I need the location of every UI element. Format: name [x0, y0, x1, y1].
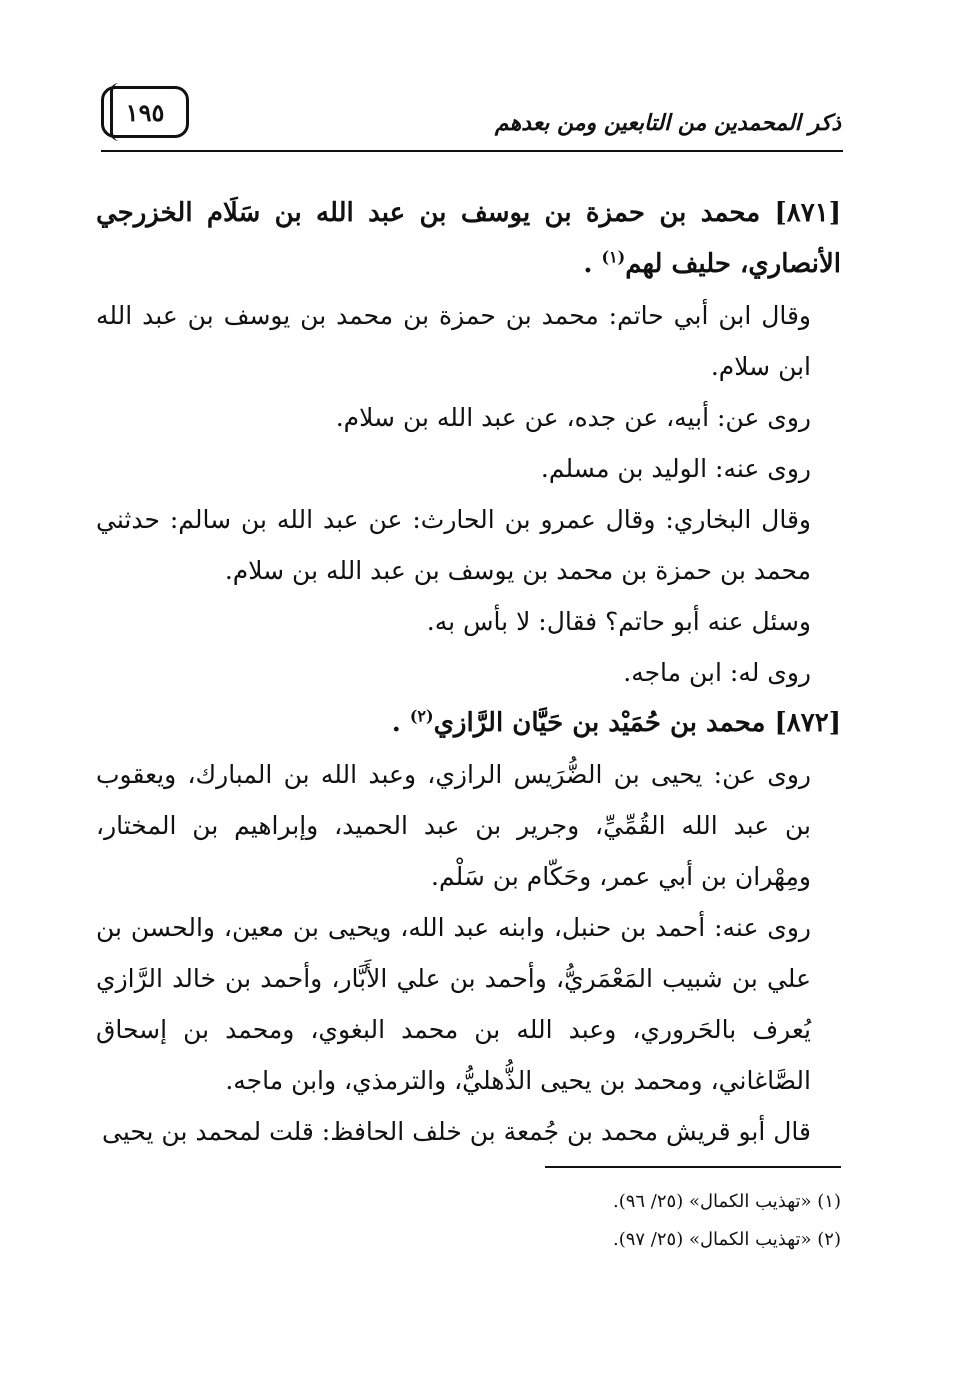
main-text	[96, 188, 841, 1157]
paragraph: روى عن: يحيى بن الضُّرَيس الرازي، وعبد الله بن المبارك، ويعقوب بن عبد الله القُمِّيِّ، وجرير بن عبد الحميد، وإبراهيم بن المختار، ومِهْران بن أبي عمر، وحَكّام بن سَلْم.	[96, 760, 811, 891]
entry-871-heading: [٨٧١] محمد بن حمزة بن يوسف بن عبد الله بن سَلَام الخزرجي الأنصاري، حليف لهم$^{(١)}$ .	[96, 198, 841, 279]
paragraph: روى عن: أبيه، عن جده، عن عبد الله بن سلام.	[335, 403, 811, 432]
paragraph: روى عنه: الوليد بن مسلم.	[540, 454, 811, 483]
footnotes	[613, 1183, 841, 1259]
paragraph: وقال البخاري: وقال عمرو بن الحارث: عن عبد الله بن سالم: حدثني محمد بن حمزة بن محمد بن يوسف بن عبد الله بن سلام.	[96, 505, 811, 585]
entry-872-heading: [٨٧٢] محمد بن حُمَيْد بن حَيَّان الرَّازي$^{(٢)}$ .	[391, 706, 841, 738]
paragraph: وقال ابن أبي حاتم: محمد بن حمزة بن محمد بن يوسف بن عبد الله ابن سلام.	[96, 301, 811, 381]
paragraph: روى له: ابن ماجه.	[623, 658, 811, 687]
footnote-ref-1: (١)	[601, 247, 626, 267]
footnote-1: (١) «تهذيب الكمال» (٢٥/ ٩٦).	[612, 1191, 841, 1212]
paragraph: روى عنه: أحمد بن حنبل، وابنه عبد الله، ويحيى بن معين، والحسن بن علي بن شبيب المَعْمَريُّ، وأحمد بن علي الأَبَّار، وأحمد بن خالد الرَّازي يُعرف بالحَروري، وعبد الله بن محمد البغوي، ومحمد بن إسحاق الصَّاغاني، ومحمد بن يحيى الذُّهليُّ، والترمذي، وابن ماجه.	[96, 913, 811, 1095]
paragraph: قال أبو قريش محمد بن جُمعة بن خلف الحافظ: قلت لمحمد بن يحيى	[102, 1117, 811, 1146]
paragraph: وسئل عنه أبو حاتم؟ فقال: لا بأس به.	[426, 607, 811, 636]
footnote-rule	[545, 1166, 841, 1168]
footnote-2: (٢) «تهذيب الكمال» (٢٥/ ٩٧).	[612, 1229, 841, 1250]
header-rule	[101, 150, 843, 152]
running-title: ذكر المحمدين من التابعين ومن بعدهم	[494, 110, 841, 136]
footnote-ref-2: (٢)	[409, 706, 434, 726]
page-number: ١٩٥	[125, 97, 165, 127]
page-number-box	[101, 86, 189, 138]
